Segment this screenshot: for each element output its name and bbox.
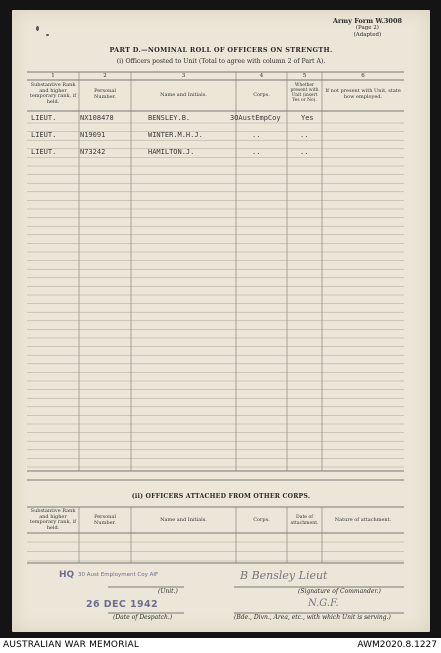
section2-title: (ii) OFFICERS ATTACHED FROM OTHER CORPS. (131, 493, 311, 500)
column-number: 3 (181, 73, 186, 79)
column-number: 5 (302, 73, 307, 79)
header-corps: Corps. (253, 92, 270, 98)
row3-number: N73242 (80, 148, 106, 156)
row2-rank: LIEUT. (31, 131, 57, 139)
row1-number: NX108478 (80, 114, 114, 122)
row1-rank: LIEUT. (31, 114, 57, 122)
row2-number: N19091 (80, 131, 106, 139)
header-name: Name and Initials. (160, 517, 207, 523)
date-stamp: 26 DEC 1942 (86, 599, 159, 610)
form-page (12, 10, 430, 632)
header-present: Whether present with Unit (insert Yes or No). (290, 83, 319, 103)
accession-number: AWM2020.8.1227 (357, 640, 437, 650)
header-rank: Substantive Rank and higher temporary rank, if held. (29, 82, 77, 105)
formation-signature: N.G.F. (308, 598, 339, 609)
column-number: 1 (51, 73, 55, 79)
archive-footer (0, 638, 441, 653)
date-caption: (Date of Despatch.) (113, 614, 173, 621)
column-number: 2 (103, 73, 107, 79)
header-date-of-attachment: Date of attachment. (290, 515, 319, 526)
row3-corps: .. (252, 148, 261, 156)
row3-name: HAMILTON.J. (148, 148, 195, 156)
row2-corps: .. (252, 131, 261, 139)
row2-name: WINTER.M.H.J. (148, 131, 203, 139)
header-nature-of-attachment: Nature of attachment. (334, 517, 392, 523)
section1-title: (i) Officers posted to Unit (Total to agree with column 2 of Part A). (116, 58, 326, 65)
unit-stamp-prefix: HQ (59, 570, 75, 580)
commander-signature: B Bensley Lieut (240, 569, 328, 582)
part-title: PART D.—NOMINAL ROLL OF OFFICERS ON STRENGTH. (109, 46, 333, 54)
page-number: (Page 2) (355, 25, 379, 31)
adapted-note: (Adapted) (353, 32, 382, 38)
unit-caption: (Unit.) (158, 588, 178, 595)
army-form-number: Army Form W.3008 (332, 17, 402, 25)
row1-present: Yes (301, 114, 314, 122)
header-rank: Substantive Rank and higher temporary rank, if held. (29, 508, 77, 531)
column-number: 6 (361, 73, 365, 79)
row3-present: .. (300, 148, 309, 156)
header-personal-number: Personal Number. (94, 514, 116, 526)
formation-caption: (Bde., Divn., Area, etc., with which Unit is serving.) (234, 614, 391, 621)
row2-present: .. (300, 131, 309, 139)
commander-caption: (Signature of Commander.) (298, 588, 381, 595)
row1-corps: 3OAustEmpCoy (230, 114, 281, 122)
row1-name: BENSLEY.B. (148, 114, 191, 122)
header-personal-number: Personal Number. (94, 88, 116, 100)
header-employed: If not present with Unit, state how employed. (325, 88, 401, 100)
unit-stamp: 30 Aust Employment Coy AIF (78, 572, 159, 578)
column-number: 4 (259, 73, 264, 79)
header-corps: Corps. (253, 517, 270, 523)
archive-name: AUSTRALIAN WAR MEMORIAL (3, 640, 140, 650)
row3-rank: LIEUT. (31, 148, 57, 156)
header-name: Name and Initials. (160, 92, 207, 98)
